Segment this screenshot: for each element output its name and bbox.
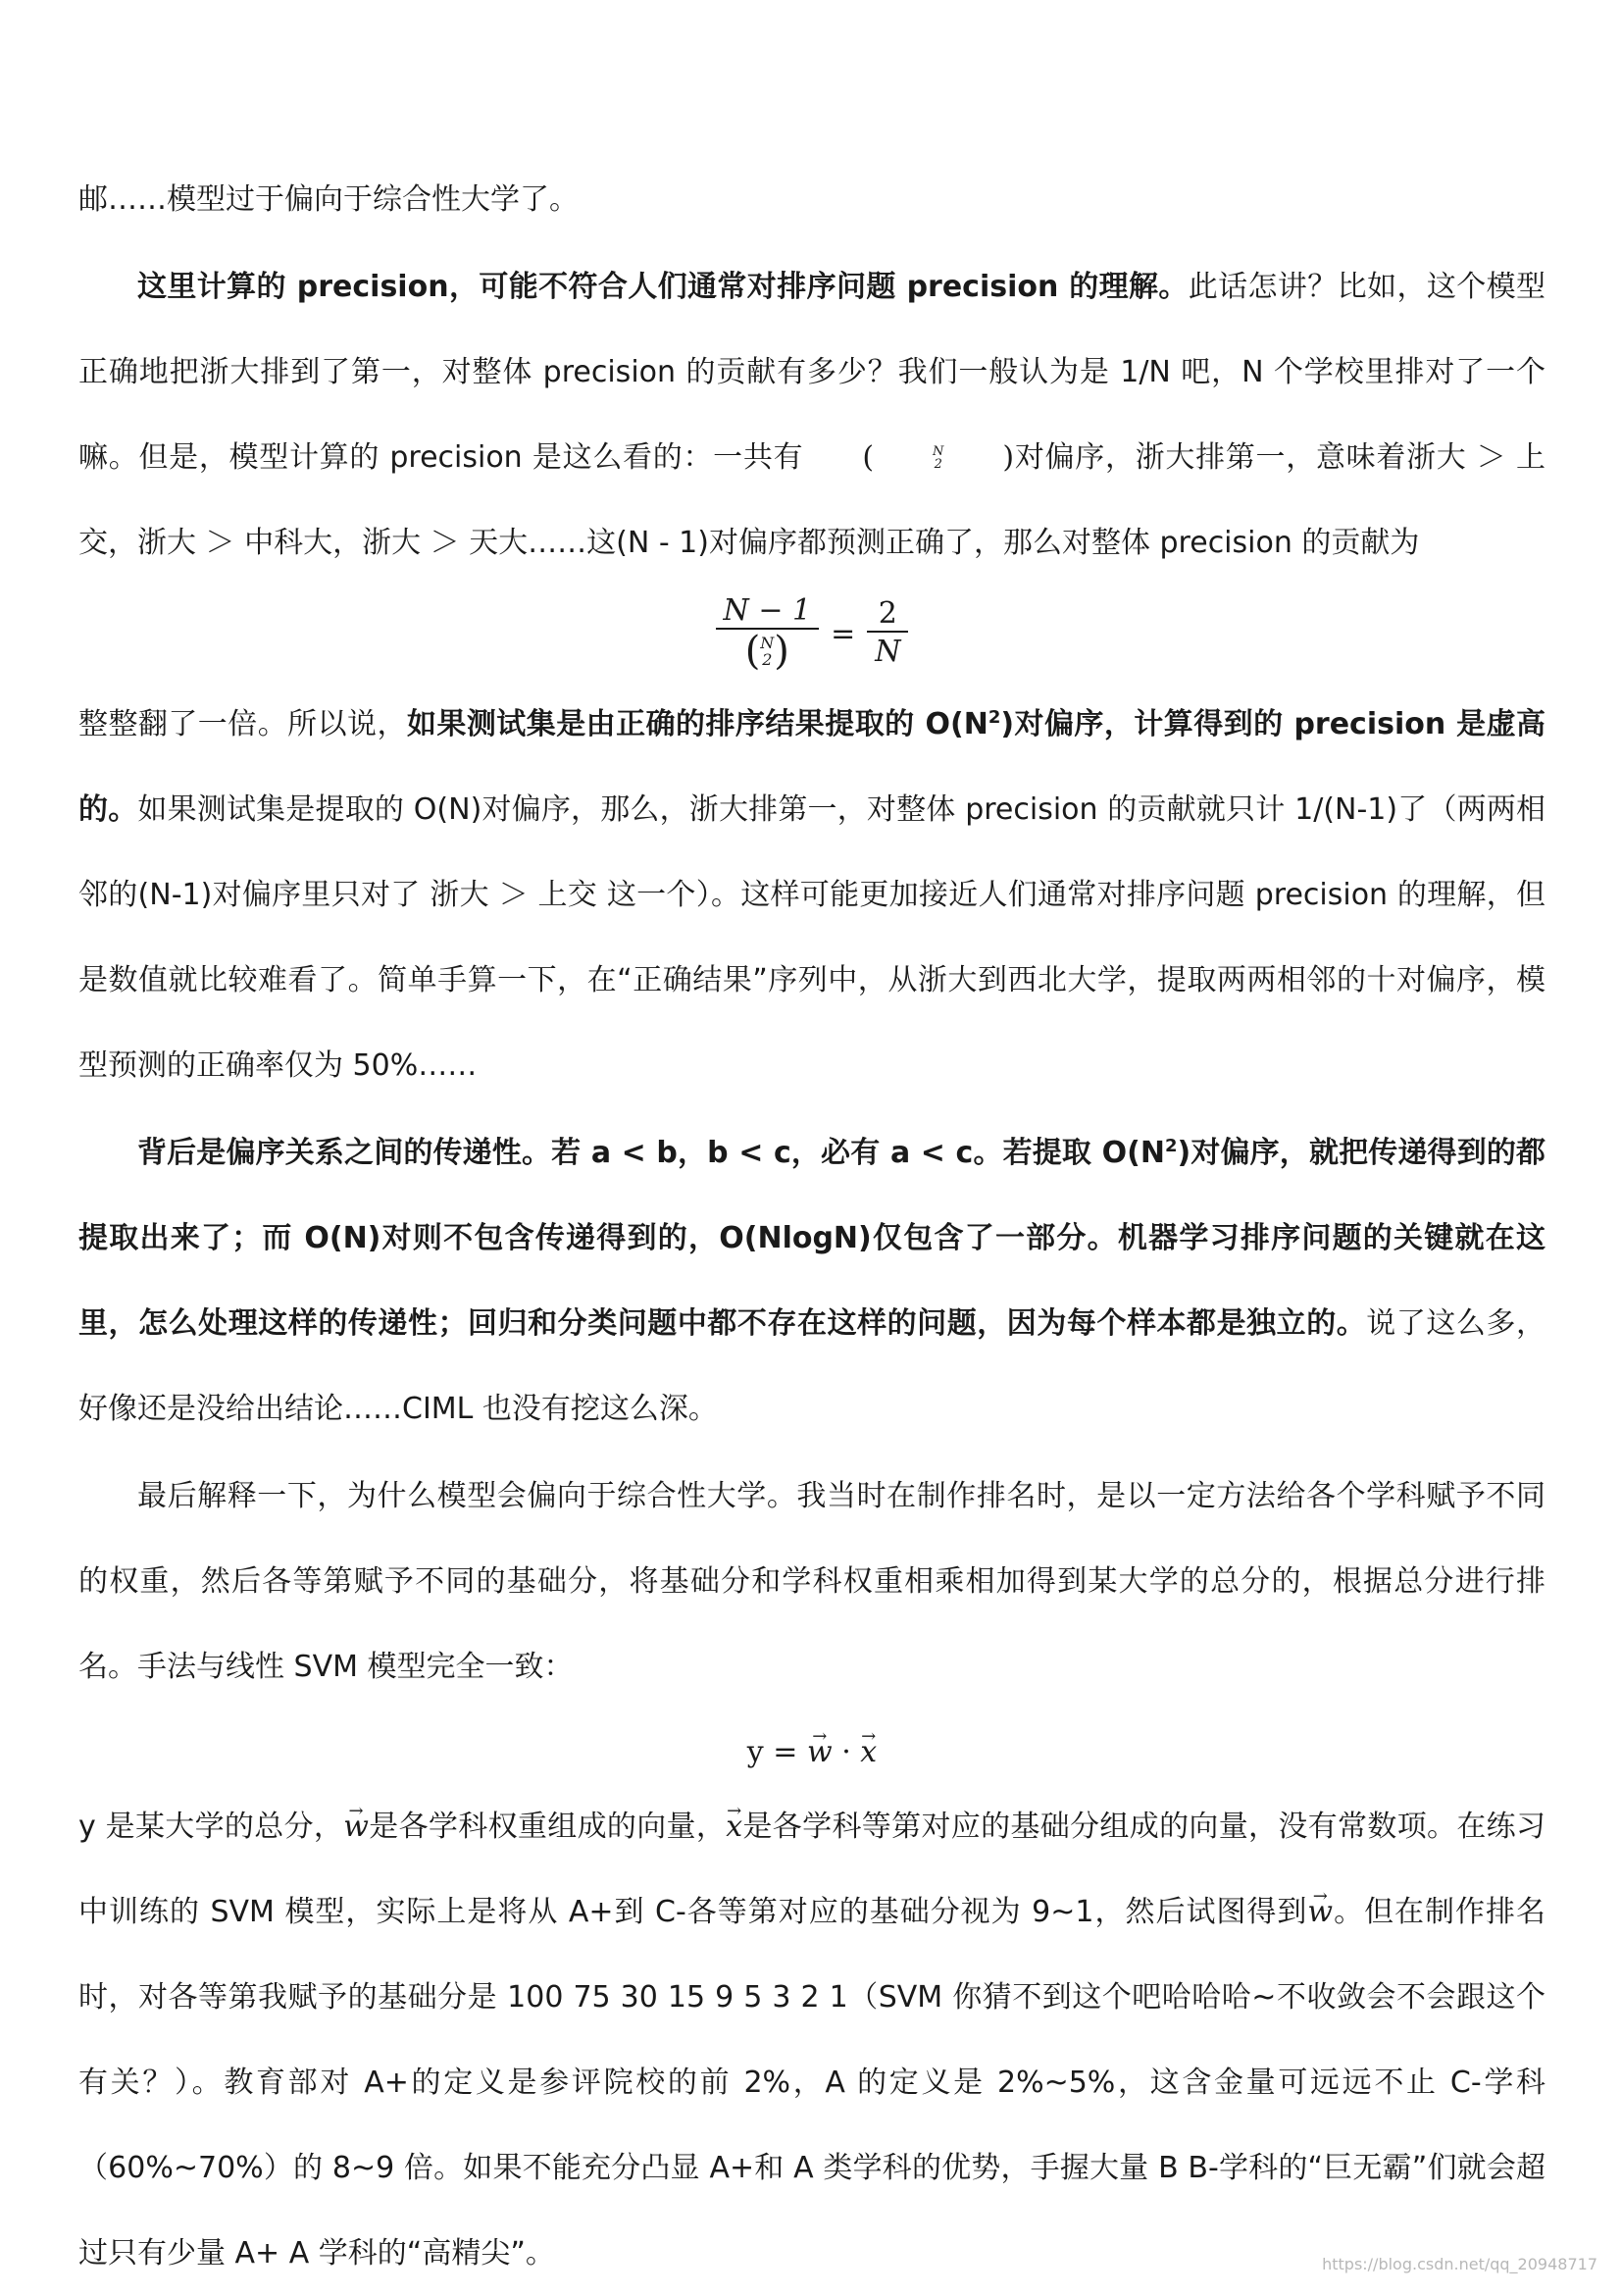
fraction-right-denominator: N	[875, 635, 901, 669]
paragraph-1-text-a: 此话怎讲？比如，这个模型正确地把浙大排到了第一，对整体 precision 的贡献有多少？我们一般认为是 1/N 吧，N 个学校里排对了一个嘛。但是，模型计算的 precision 是这么看的：一共有	[78, 270, 1546, 475]
binomial-inline: ( N 2 )	[862, 440, 1015, 475]
document-body	[78, 157, 1545, 2296]
eq-dot: ·	[832, 1735, 861, 1769]
inline-weight-vector-2: → w	[1307, 1869, 1333, 1955]
superscript-2: 2	[988, 707, 1001, 728]
bold-statement-3-a: 背后是偏序关系之间的传递性。若 a < b，b < c，必有 a < c。若提取 O(N	[137, 1136, 1165, 1170]
paragraph-1	[78, 244, 1545, 586]
binom-den-top: N	[760, 634, 775, 652]
bold-statement-3-b: )对偏序，就把传递得到的都提取出来了；而 O(N)对则不包含传递得到的，O(NlogN)仅包含了一部分。机器学习排序问题的关键就在这里，怎么处理这样的传递性；回归和分类问题中都不存在这样的问题，因为每个样本都是独立的。	[78, 1136, 1546, 1341]
paragraph-4: 最后解释一下，为什么模型会偏向于综合性大学。我当时在制作排名时，是以一定方法给各个学科赋予不同的权重，然后各等第赋予不同的基础分，将基础分和学科权重相乘相加得到某大学的总分的，根据总分进行排名。手法与线性 SVM 模型完全一致：	[78, 1479, 1545, 1684]
inline-score-vector: → x	[726, 1784, 742, 1869]
weight-vector: → w	[807, 1723, 833, 1782]
equals-sign: =	[831, 616, 856, 651]
paragraph-2-text-b: 如果测试集是提取的 O(N)对偏序，那么，浙大排第一，对整体 precision 的贡献就只计 1/(N-1)了（两两相邻的(N-1)对偏序里只对了 浙大 ＞ 上交 这一个）。这样可能更加接近人们通常对排序问题 precision 的理解，但是数值就比较难看了。简单手算一下，在“正确结果”序列中，从浙大到西北大学，提取两两相邻的十对偏序，模型预测的正确率仅为 50%……	[78, 792, 1546, 1083]
superscript-3: 2	[1164, 1136, 1178, 1156]
paragraph-3-text: 说了这么多，好像还是没给出结论……CIML 也没有挖这么深。	[78, 1306, 1546, 1426]
inline-weight-vector-1: → w	[343, 1784, 369, 1869]
paragraph-2	[78, 682, 1545, 1108]
bold-statement-2-b: )对偏序，计算得到的 precision 是虚高的。	[78, 707, 1546, 827]
paragraph-5-text-c: 是各学科等第对应的基础分组成的向量，没有常数项。在练习中训练的 SVM 模型，实际上是将从 A+到 C-各等第对应的基础分视为 9~1，然后试图得到	[78, 1810, 1546, 1929]
paragraph-5-text-d: 。但在制作排名时，对各等第我赋予的基础分是 100 75 30 15 9 5 3 2 1（SVM 你猜不到这个吧哈哈哈~不收敛会不会跟这个有关？）。教育部对 A+的定义是参评院校的前 2%，A 的定义是 2%~5%，这含金量可远远不止 C-学科（60%~70%）的 8~9 倍。如果不能充分凸显 A+和 A 类学科的优势，手握大量 B B-学科的“巨无霸”们就会超过只有少量 A+ A 学科的“高精尖”。	[78, 1895, 1546, 2270]
binom-den-bottom: 2	[762, 650, 773, 669]
score-vector: → x	[860, 1723, 877, 1782]
paragraph-5-text-b: 是各学科权重组成的向量，	[368, 1810, 727, 1844]
watermark-url: https://blog.csdn.net/qq_20948717	[1322, 2255, 1597, 2273]
bold-statement-3	[78, 1136, 1545, 1341]
fraction-left-numerator: N − 1	[723, 593, 812, 628]
eq-equals: =	[763, 1735, 807, 1769]
fraction-right	[867, 596, 908, 671]
paragraph-5-text-a: y 是某大学的总分，	[78, 1810, 344, 1844]
paragraph-1-text-b: 对偏序，浙大排第一，意味着浙大 ＞ 上交，浙大 ＞ 中科大，浙大 ＞ 天大……这(N - 1)对偏序都预测正确了，那么对整体 precision 的贡献为	[78, 440, 1545, 560]
paragraph-3	[78, 1110, 1545, 1452]
binom-top: N	[933, 444, 944, 459]
equation-svm	[78, 1723, 1545, 1782]
equation-precision-contribution	[78, 586, 1545, 682]
paragraph-0: 邮……模型过于偏向于综合性大学了。	[78, 182, 579, 217]
bold-statement-1: 这里计算的 precision，可能不符合人们通常对排序问题 precision 的理解。	[137, 270, 1189, 304]
bold-statement-2-a: 如果测试集是由正确的排序结果提取的 O(N	[406, 707, 988, 741]
binom-bottom: 2	[934, 457, 942, 472]
fraction-left	[716, 593, 820, 674]
eq-lhs: y	[746, 1735, 764, 1769]
paragraph-2-text-a: 整整翻了一倍。所以说，	[78, 707, 407, 741]
paragraph-5	[78, 1784, 1545, 2296]
fraction-left-denominator: ( N 2 )	[744, 629, 789, 674]
fraction-right-numerator: 2	[878, 596, 897, 631]
